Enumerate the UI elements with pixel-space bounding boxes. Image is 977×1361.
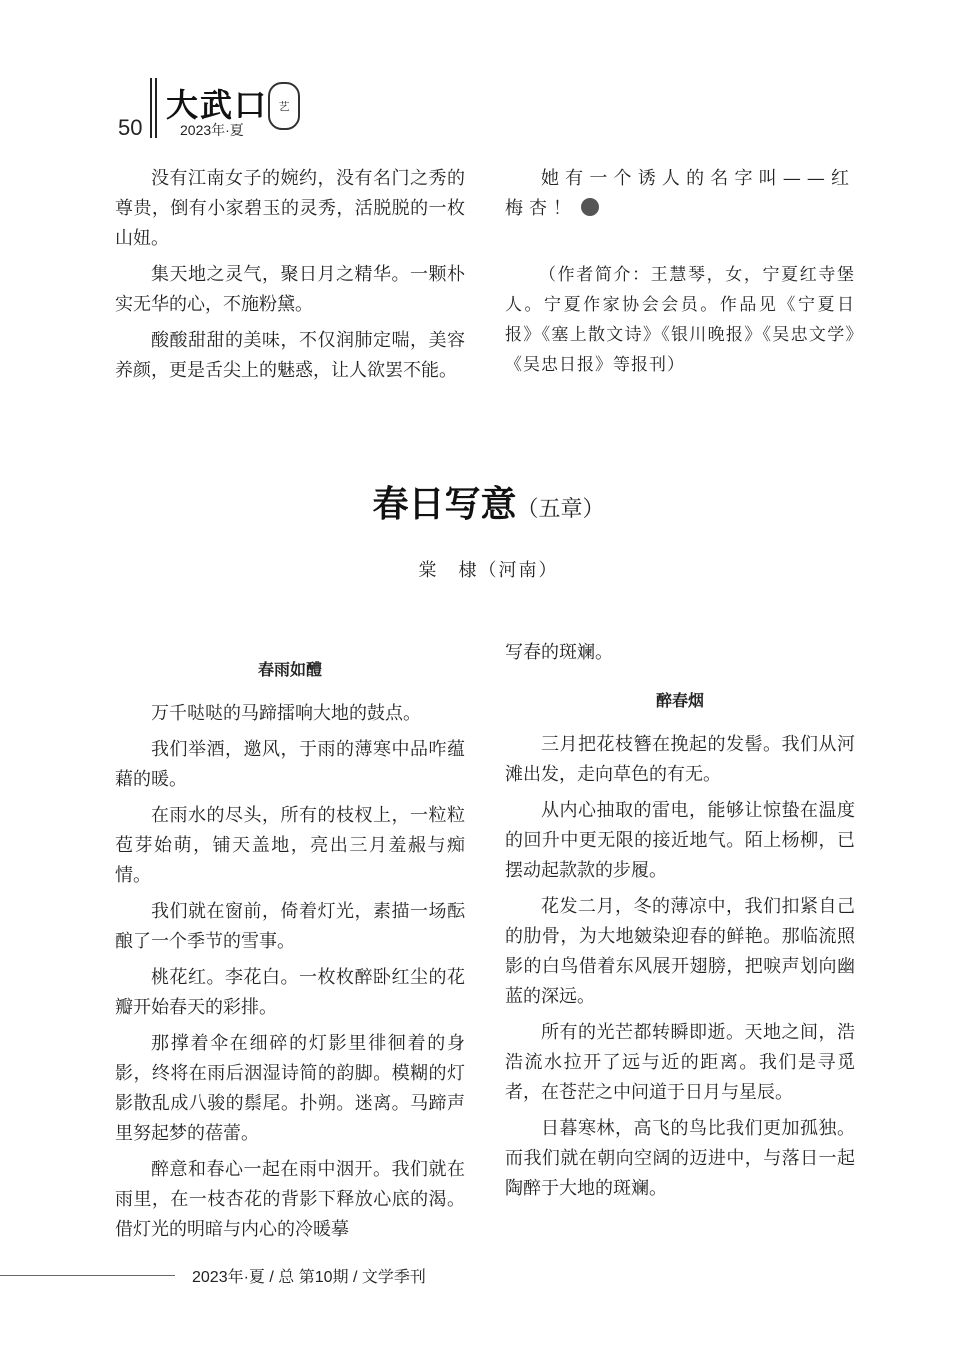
paragraph: 三月把花枝簪在挽起的发髻。我们从河滩出发，走向草色的有无。 bbox=[505, 734, 855, 785]
paragraph: 集天地之灵气，聚日月之精华。一颗朴实无华的心，不施粉黛。 bbox=[115, 264, 465, 315]
footer-rule bbox=[0, 1275, 175, 1276]
paragraph: 日暮寒林，高飞的鸟比我们更加孤独。而我们就在朝向空阔的迈进中，与落日一起陶醉于大地的斑斓。 bbox=[505, 1118, 855, 1199]
article-subtitle: （五章） bbox=[516, 497, 605, 522]
section-title: 醉春烟 bbox=[655, 691, 704, 710]
paragraph: 所有的光芒都转瞬即逝。天地之间，浩浩流水拉开了远与近的距离。我们是寻觅者，在苍茫之中问道于日月与星辰。 bbox=[505, 1022, 855, 1103]
page-number: 50 bbox=[118, 115, 143, 140]
paragraph: 酸酸甜甜的美味，不仅润肺定喘，美容养颜，更是舌尖上的魅惑，让人欲罢不能。 bbox=[115, 330, 465, 381]
section-title: 春雨如醴 bbox=[257, 660, 322, 679]
article-title-block bbox=[0, 476, 977, 527]
paragraph: 万千哒哒的马蹄擂响大地的鼓点。 bbox=[151, 703, 421, 724]
article-left-column bbox=[115, 655, 465, 1251]
paragraph: 从内心抽取的雷电，能够让惊蛰在温度的回升中更无限的接近地气。陌上杨柳，已摆动起款款的步履。 bbox=[505, 800, 855, 881]
paragraph: 我们就在窗前，倚着灯光，素描一场酝酿了一个季节的雪事。 bbox=[115, 901, 465, 952]
paragraph: 那撑着伞在细碎的灯影里徘徊着的身影，终将在雨后洇湿诗简的韵脚。模糊的灯影散乱成八骏的鬃尾。扑朔。迷离。马蹄声里努起梦的蓓蕾。 bbox=[115, 1033, 465, 1144]
paragraph-text: 她有一个诱人的名字叫——红梅杏！ bbox=[505, 168, 855, 219]
prev-article-left-column bbox=[115, 164, 465, 392]
article-author: 棠 棣（河南） bbox=[418, 560, 559, 581]
article-right-column bbox=[505, 638, 855, 1210]
header-divider bbox=[150, 78, 152, 138]
paragraph: 桃花红。李花白。一枚枚醉卧红尘的花瓣开始春天的彩排。 bbox=[115, 967, 465, 1018]
magazine-title: 大武口 bbox=[166, 86, 269, 124]
header-issue: 2023年·夏 bbox=[180, 122, 244, 138]
paragraph: 我们举酒，邀风，于雨的薄寒中品咋蕴藉的暖。 bbox=[115, 739, 465, 790]
header-divider bbox=[155, 78, 157, 138]
footer-text: 2023年·夏 / 总 第10期 / 文学季刊 bbox=[192, 1269, 426, 1286]
paragraph: 醉意和春心一起在雨中洇开。我们就在雨里，在一枝杏花的背影下释放心底的渴。借灯光的明暗与内心的冷暖摹 bbox=[115, 1159, 465, 1240]
seal-logo: 艺 bbox=[268, 82, 300, 130]
end-mark-icon bbox=[581, 198, 599, 216]
paragraph: 写春的斑斓。 bbox=[505, 642, 613, 663]
author-bio: （作者简介：王慧琴，女，宁夏红寺堡人。宁夏作家协会会员。作品见《宁夏日报》《塞上散文诗》《银川晚报》《吴忠文学》《吴忠日报》等报刊） bbox=[505, 265, 855, 375]
article-title: 春日写意 bbox=[372, 483, 517, 525]
paragraph: 在雨水的尽头，所有的枝杈上，一粒粒苞芽始萌，铺天盖地，亮出三月羞赧与痴情。 bbox=[115, 805, 465, 886]
paragraph: 花发二月，冬的薄凉中，我们扣紧自己的肋骨，为大地皴染迎春的鲜艳。那临流照影的白鸟借着东风展开翅膀，把唳声划向幽蓝的深远。 bbox=[505, 896, 855, 1007]
paragraph: 没有江南女子的婉约，没有名门之秀的尊贵，倒有小家碧玉的灵秀，活脱脱的一枚山妞。 bbox=[115, 168, 465, 249]
prev-article-right-column bbox=[505, 164, 855, 386]
paragraph bbox=[505, 164, 855, 224]
